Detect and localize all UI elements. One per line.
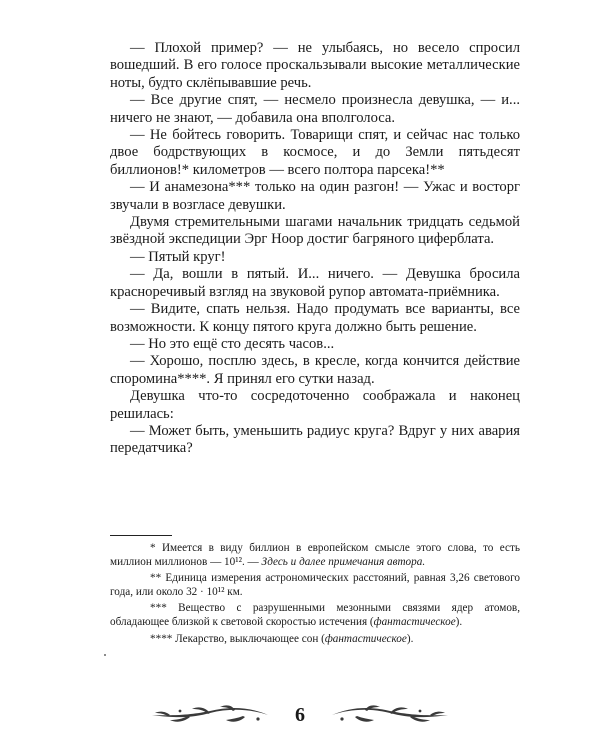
footnote-4-text: **** Лекарство, выключающее сон ( <box>150 632 325 645</box>
margin-dot <box>104 654 106 656</box>
paragraph-11: Девушка что-то сосредоточенно соображала и наконец решилась: <box>110 388 520 422</box>
footnote-4-italic: фантастическое <box>324 632 407 645</box>
paragraph-8: — Видите, спать нельзя. Надо продумать все варианты, все возможности. К концу пятого круга должно быть решение. <box>110 301 520 335</box>
page-number: 6 <box>295 704 305 726</box>
paragraph-3: — Не бойтесь говорить. Товарищи спят, и сейчас нас только двое бодрствующих в космосе, и до Земли пятьдесят биллионов!* километров — всего полтора парсека!** <box>110 127 520 178</box>
left-ornament-icon <box>150 705 270 725</box>
paragraph-1: — Плохой пример? — не улыбаясь, но весело спросил вошедший. В его голосе проскальзывали высокие металлические ноты, будто склёпывавшие речь. <box>110 40 520 91</box>
footnote-1-text: * Имеется в виду биллион в европейском смысле этого слова, то есть миллион миллионов — 10¹². — <box>110 542 520 568</box>
paragraph-4: — И анамезона*** только на один разгон! — Ужас и восторг звучали в возгласе девушки. <box>110 179 520 213</box>
paragraph-2: — Все другие спят, — несмело произнесла девушка, — и... ничего не знают, — добавила она вполголоса. <box>110 92 520 126</box>
footnote-3-italic: фантастическое <box>373 615 456 628</box>
footnote-1 <box>110 542 520 569</box>
footnote-2-text: ** Единица измерения астрономических расстояний, равная 3,26 светового года, или около 32 · 10¹² км. <box>110 572 520 598</box>
paragraph-7: — Да, вошли в пятый. И... ничего. — Девушка бросила красноречивый взгляд на звуковой рупор автомата-приёмника. <box>110 266 520 300</box>
footnotes <box>110 542 520 649</box>
footnote-3-end: ). <box>455 615 463 628</box>
footnote-divider <box>110 535 172 536</box>
paragraph-6: — Пятый круг! <box>130 248 226 265</box>
footnote-4-end: ). <box>406 632 414 645</box>
paragraph-5: Двумя стремительными шагами начальник тридцать седьмой звёздной экспедиции Эрг Ноор достиг багряного циферблата. <box>110 214 520 248</box>
footnote-3 <box>110 602 520 629</box>
footnote-3-text: *** Вещество с разрушенными мезонными связями ядер атомов, обладающее близкой к световой скоростью истечения ( <box>110 602 520 628</box>
paragraph-12: — Может быть, уменьшить радиус круга? Вдруг у них авария передатчика? <box>110 422 520 457</box>
paragraph-10: — Хорошо, посплю здесь, в кресле, когда кончится действие споромина****. Я принял его сутки назад. <box>110 353 520 387</box>
footnote-2 <box>110 572 520 599</box>
footnote-1-italic: Здесь и далее примечания автора. <box>261 555 426 568</box>
footnote-4 <box>110 633 520 647</box>
page-footer <box>150 700 450 730</box>
main-text <box>110 40 520 458</box>
right-ornament-icon <box>330 705 450 725</box>
paragraph-9: — Но это ещё сто десять часов... <box>130 335 335 352</box>
